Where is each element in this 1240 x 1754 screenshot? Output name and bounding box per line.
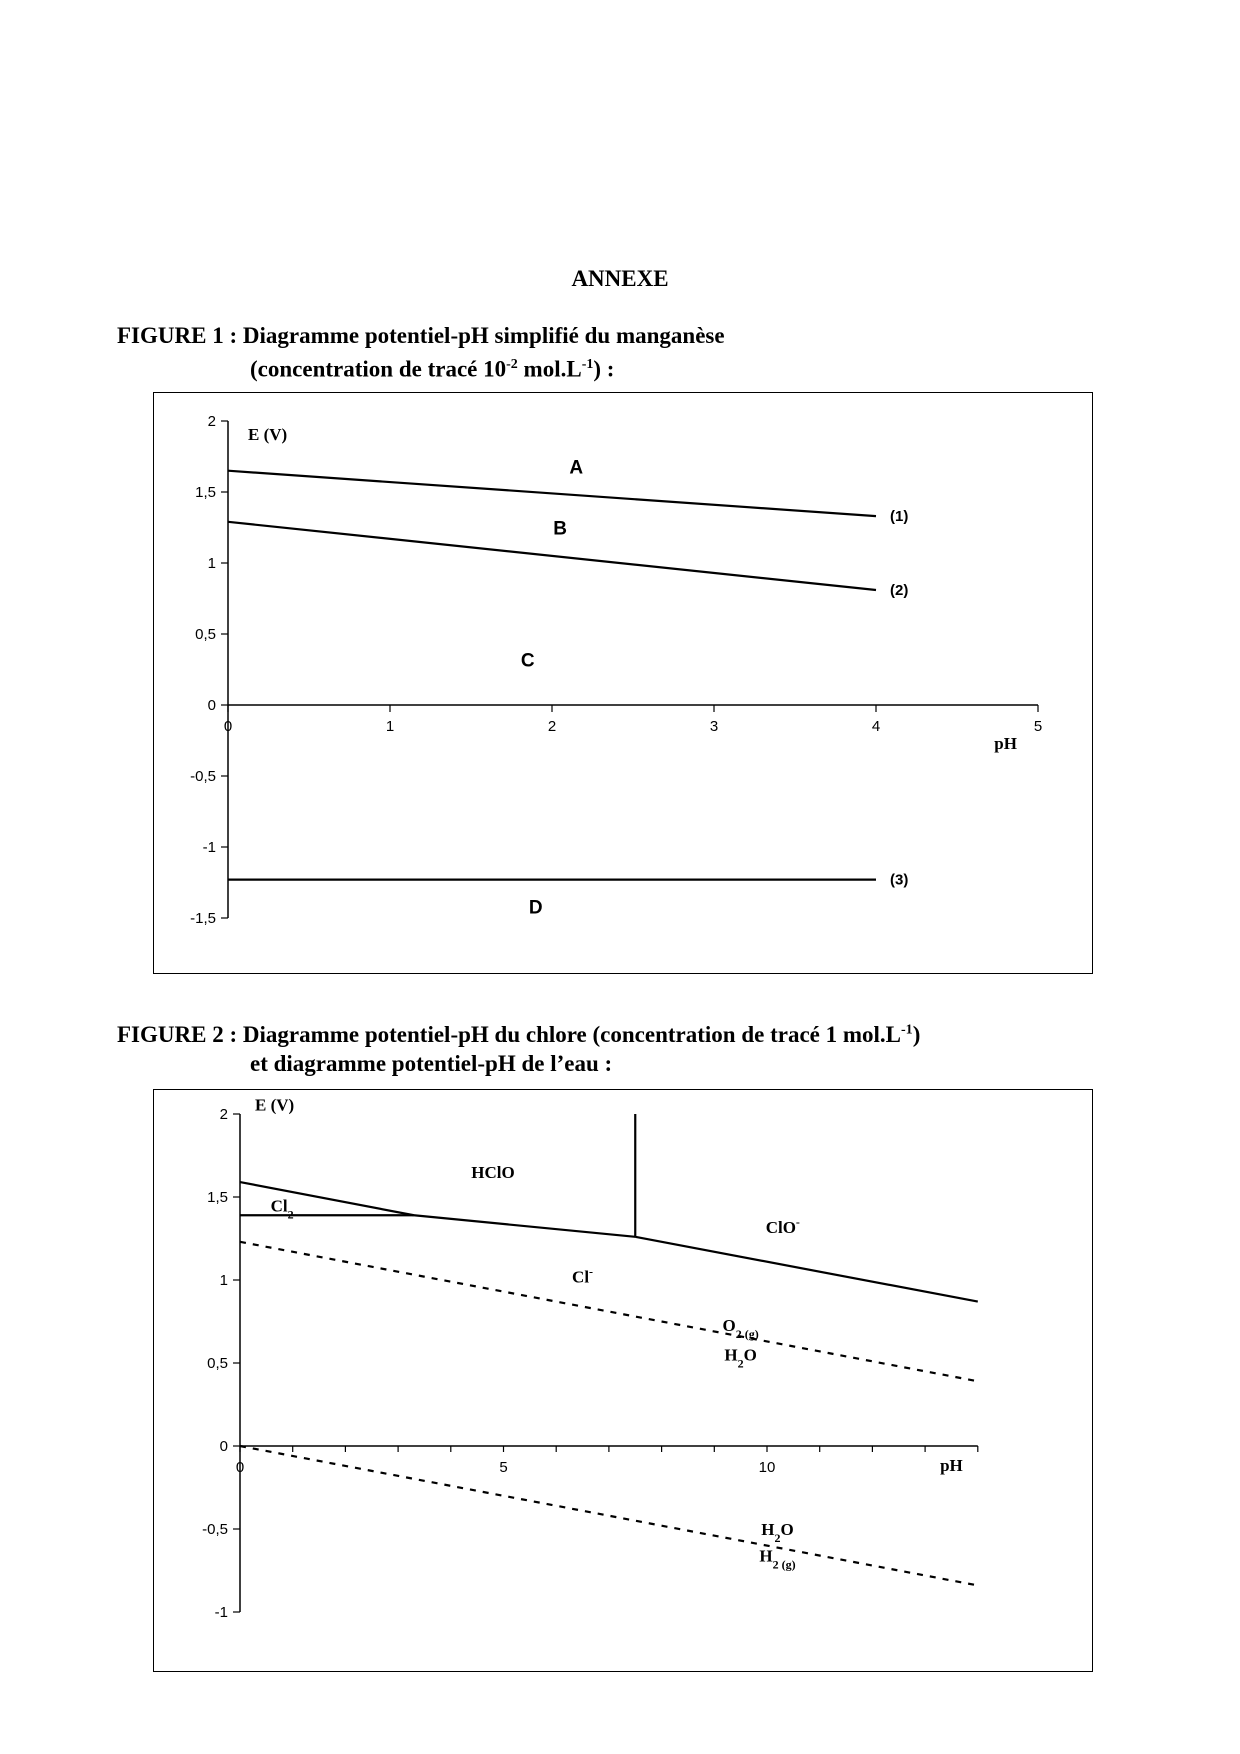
figure2-water-line (240, 1242, 978, 1381)
figure2-region-label: $H_2O$ (724, 1345, 757, 1371)
figure1-series-label: (3) (890, 871, 909, 889)
figure1-y-tick-label: -0,5 (190, 768, 216, 785)
figure1-y-tick-label: 0 (207, 697, 216, 714)
figure2-y-tick-label: 2 (219, 1106, 228, 1123)
figure2-chlorine-line (240, 1182, 414, 1215)
figure1-title-line2: (concentration de tracé $10^{-2}$ $mol.L^{-1}$) : (250, 356, 615, 382)
figure2-x-axis-label: pH (940, 1456, 963, 1475)
figure2-x-tick-label: 10 (758, 1459, 776, 1476)
figure2-y-tick-label: 0,5 (207, 1355, 228, 1372)
figure2-region-label: $Cl_2$ (270, 1196, 294, 1222)
figure1-y-tick-label: -1,5 (190, 910, 216, 927)
figure1-x-tick-label: 5 (1033, 718, 1043, 735)
figure2-chlorine-line (635, 1237, 978, 1302)
figure1-x-tick-label: 4 (871, 718, 881, 735)
figure1-region-label: C (520, 650, 535, 672)
figure1-y-tick-label: -1 (202, 839, 216, 856)
figure1-series-label: (2) (890, 581, 909, 599)
figure1-y-tick-label: 2 (207, 413, 216, 430)
figure1-y-axis-label: E (V) (248, 425, 288, 445)
figure1-title-line1: FIGURE 1 : Diagramme potentiel-pH simplifié du manganèse (117, 323, 725, 348)
figure1-x-axis-label: pH (994, 734, 1017, 753)
figure1-x-tick-label: 1 (385, 718, 395, 735)
page-heading: ANNEXE (571, 266, 669, 291)
figure1-region-label: D (528, 897, 543, 919)
figure2-region-label: ClO- (765, 1214, 800, 1237)
figure2-y-tick-label: 0 (219, 1438, 228, 1455)
figure1-x-tick-label: 0 (223, 718, 233, 735)
figure2-region-label: $O_{2 (g)}$ (722, 1315, 759, 1341)
figure2-y-tick-label: -1 (214, 1604, 228, 1621)
figure2-x-tick-label: 5 (499, 1459, 508, 1476)
figure1-x-tick-label: 2 (547, 718, 557, 735)
figure2-region-label: Cl- (572, 1264, 594, 1287)
figure1-series-label: (1) (890, 508, 909, 526)
figure2-title-line2: et diagramme potentiel-pH de l’eau : (250, 1050, 613, 1076)
figure2-region-label: HClO (471, 1163, 515, 1183)
figure2-y-tick-label: 1,5 (207, 1189, 228, 1206)
figure2-region-label: $H_2O$ (761, 1520, 794, 1545)
figure1-region-label: A (569, 457, 584, 479)
figure2-title-line1: FIGURE 2 : Diagramme potentiel-pH du chlore (concentration de tracé 1 $mol.L^{-1}$) (117, 1021, 921, 1047)
figure2-water-line (240, 1446, 978, 1585)
figure1-y-tick-label: 0,5 (195, 626, 216, 643)
figure2-y-tick-label: -0,5 (202, 1521, 228, 1538)
figure1-x-tick-label: 3 (709, 718, 719, 735)
figure1-region-label: B (553, 518, 567, 540)
figure2-region-label: $H_{2 (g)}$ (759, 1546, 796, 1572)
figure1-y-tick-label: 1,5 (195, 484, 216, 501)
figure2-x-tick-label: 0 (235, 1459, 245, 1476)
figure2-y-axis-label: E (V) (255, 1095, 295, 1115)
figure2-y-tick-label: 1 (219, 1272, 228, 1289)
figure1-y-tick-label: 1 (207, 555, 216, 572)
figure2-chlorine-line (414, 1215, 635, 1237)
